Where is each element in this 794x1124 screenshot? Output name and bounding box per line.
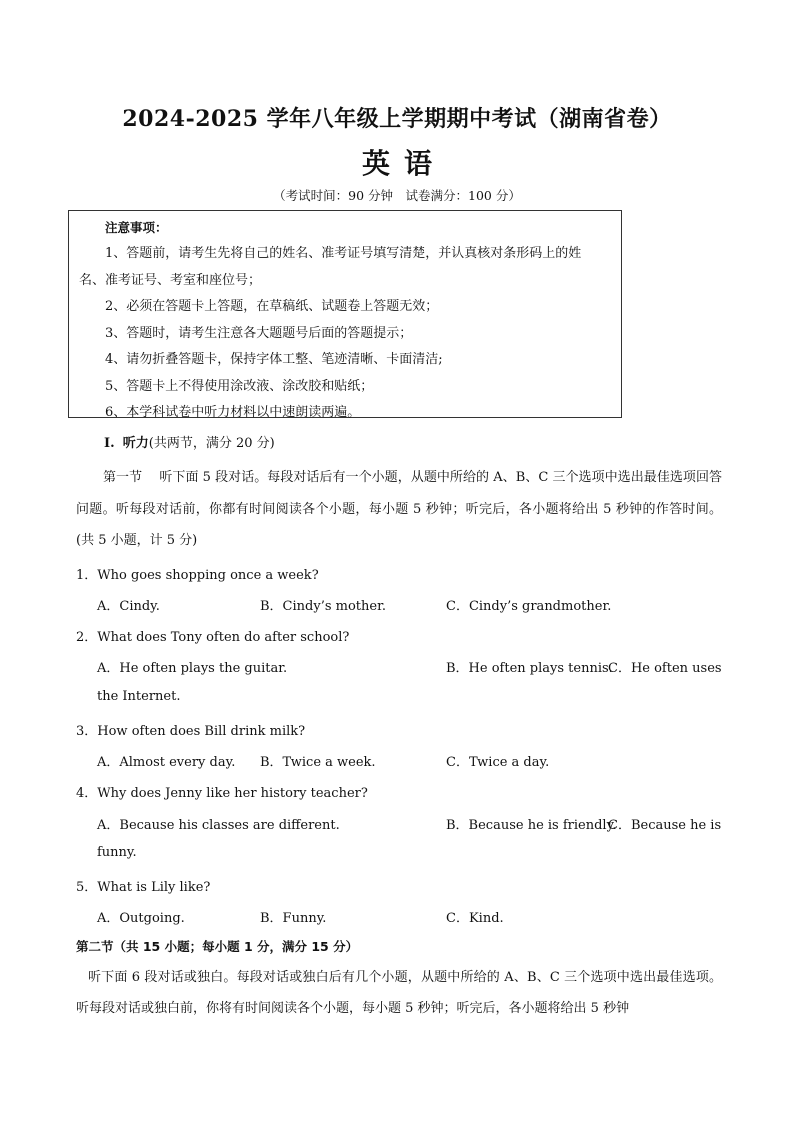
option-b: B．Twice a week. xyxy=(260,755,376,770)
option-b: B．He often plays tennis. xyxy=(446,661,613,676)
option-c: C．Kind. xyxy=(446,911,504,926)
notice-item: 1、答题前，请考生先将自己的姓名、准考证号填写清楚，并认真核对条形码上的姓 xyxy=(105,246,582,261)
part2-heading: 第二节（共 15 小题；每小题 1 分，满分 15 分） xyxy=(76,939,359,954)
notice-item: 名、准考证号、考室和座位号； xyxy=(79,272,262,288)
section-heading xyxy=(104,432,275,451)
notice-item: 5、答题卡上不得使用涂改液、涂改胶和贴纸； xyxy=(105,378,374,394)
question-stem: 2．What does Tony often do after school? xyxy=(76,630,350,645)
option-a: A．Outgoing. xyxy=(97,911,185,926)
subject-title: 英语 xyxy=(361,147,446,180)
option-b: B．Funny. xyxy=(260,911,327,926)
notice-box xyxy=(68,210,622,418)
option-b: B．Cindy’s mother. xyxy=(260,599,386,614)
notice-title: 注意事项： xyxy=(105,220,168,235)
option-continuation: the Internet. xyxy=(97,689,181,704)
part2-instruction: 听下面 6 段对话或独白。每段对话或独白后有几个小题，从题中所给的 A、B、C 三个选项中选出最佳选项。听每段对话或独白前，你将有时间阅读各个小题，每小题 5 秒钟；听完后，各小题将给出 5 秒钟 xyxy=(76,970,722,1016)
option-a: A．Because his classes are different. xyxy=(97,818,340,833)
notice-item: 3、答题时，请考生注意各大题题号后面的答题提示； xyxy=(105,325,413,341)
option-a: A．Cindy. xyxy=(97,599,160,614)
option-c: C．Twice a day. xyxy=(446,755,550,770)
notice-item: 2、必须在答题卡上答题，在草稿纸、试题卷上答题无效； xyxy=(105,299,439,314)
question-stem: 3．How often does Bill drink milk? xyxy=(76,724,306,739)
section-number: I. xyxy=(104,436,115,451)
question-stem: 4．Why does Jenny like her history teacher? xyxy=(76,786,368,801)
option-c: C．He often uses xyxy=(608,661,722,676)
exam-title: 2024-2025 学年八年级上学期期中考试（湖南省卷） xyxy=(122,106,672,132)
part1-instruction: 第一节 听下面 5 段对话。每段对话后有一个小题，从题中所给的 A、B、C 三个选项中选出最佳选项回答问题。听每段对话前，你都有时间阅读各个小题，每小题 5 秒钟；听完后，各小题将给出 5 秒钟的作答时间。(共 5 小题，计 5 分) xyxy=(76,470,722,548)
option-b: B．Because he is friendly. xyxy=(446,818,617,833)
option-c: C．Because he is xyxy=(608,818,722,833)
option-continuation: funny. xyxy=(97,845,137,860)
question-stem: 5．What is Lily like? xyxy=(76,880,211,895)
exam-info: （考试时间：90 分钟 试卷满分：100 分） xyxy=(273,188,521,203)
question-stem: 1．Who goes shopping once a week? xyxy=(76,568,319,583)
option-a: A．He often plays the guitar. xyxy=(97,661,288,676)
section-note: (共两节，满分 20 分) xyxy=(148,436,275,451)
option-a: A．Almost every day. xyxy=(97,755,236,770)
notice-item: 6、本学科试卷中听力材料以中速朗读两遍。 xyxy=(105,405,361,420)
section-title: 听力 xyxy=(122,436,149,451)
option-c: C．Cindy’s grandmother. xyxy=(446,599,612,614)
notice-item: 4、请勿折叠答题卡，保持字体工整、笔迹清晰、卡面清洁; xyxy=(105,352,443,367)
